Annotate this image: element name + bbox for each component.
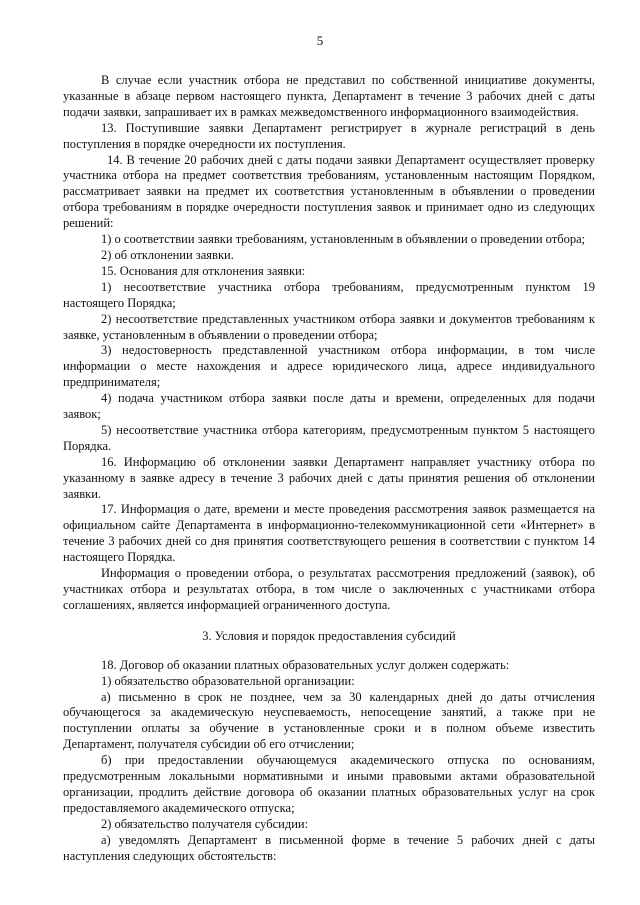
paragraph: а) уведомлять Департамент в письменной форме в течение 5 рабочих дней с даты наступления следующих обстоятельств: xyxy=(63,832,595,863)
paragraph: 4) подача участником отбора заявки после даты и времени, определенных для подачи заявок; xyxy=(63,391,595,422)
section-heading: 3. Условия и порядок предоставления субсидий xyxy=(202,628,456,643)
paragraph: 18. Договор об оказании платных образовательных услуг должен содержать: xyxy=(101,657,510,672)
paragraph: а) письменно в срок не позднее, чем за 30 календарных дней до даты отчисления обучающегося за академическую неуспеваемость, непосещение занятий, а также при не поступлении оплаты за обучение в установленные сроки и в полном объеме известить Департамент, получателя субсидии об его отчислении; xyxy=(63,689,595,752)
paragraph: 2) обязательство получателя субсидии: xyxy=(101,816,309,831)
paragraph: 16. Информацию об отклонении заявки Департамент направляет участнику отбора по указанному в заявке адресу в течение 3 рабочих дней с даты принятия решения об отклонении заявки. xyxy=(63,454,595,501)
paragraph: 17. Информация о дате, времени и месте проведения рассмотрения заявок размещается на официальном сайте Департамента в информационно-телекоммуникационной сети «Интернет» в течение 3 рабочих дней со дня принятия соответствующего решения в соответствии с пунктом 14 настоящего Порядка. xyxy=(63,502,595,565)
paragraph: 15. Основания для отклонения заявки: xyxy=(101,263,306,278)
document-body xyxy=(63,73,595,865)
paragraph: 1) обязательство образовательной организации: xyxy=(101,673,355,688)
paragraph: 2) несоответствие представленных участником отбора заявки и документов требованиям к заявке, установленным в объявлении о проведении отбора; xyxy=(63,311,595,342)
paragraph: 14. В течение 20 рабочих дней с даты подачи заявки Департамент осуществляет проверку участника отбора на предмет соответствия требованиям, установленным настоящим Порядком, рассматривает заявки на предмет их соответствия установленным в объявлении о проведении отбора требованиям в порядке очередности поступления заявок и принимает одно из следующих решений: xyxy=(63,152,595,231)
paragraph: 13. Поступившие заявки Департамент регистрирует в журнале регистраций в день поступления в порядке очередности их поступления. xyxy=(63,120,595,151)
paragraph: б) при предоставлении обучающемуся академического отпуска по основаниям, предусмотренным локальными нормативными и иными правовыми актами образовательной организации, продлить действие договора об оказании платных образовательных услуг на срок предоставляемого академического отпуска; xyxy=(63,753,595,815)
paragraph: В случае если участник отбора не представил по собственной инициативе документы, указанные в абзаце первом настоящего пункта, Департамент в течение 3 рабочих дней с даты подачи заявки, запрашивает их в рамках межведомственного информационного взаимодействия. xyxy=(63,73,595,119)
paragraph: 1) несоответствие участника отбора требованиям, предусмотренным пунктом 19 настоящего Порядка; xyxy=(63,279,595,310)
paragraph: 2) об отклонении заявки. xyxy=(101,247,234,262)
page-number: 5 xyxy=(316,33,324,48)
paragraph: 3) недостоверность представленной участником отбора информации, в том числе информации о месте нахождения и адресе юридического лица, адресе индивидуального предпринимателя; xyxy=(63,343,595,390)
paragraph: 5) несоответствие участника отбора категориям, предусмотренным пунктом 5 настоящего Порядка. xyxy=(63,422,595,453)
paragraph: Информация о проведении отбора, о результатах рассмотрения предложений (заявок), об участниках отбора и результатах отбора, в том числе о заключенных с участниками отбора соглашениях, является информацией ограниченного доступа. xyxy=(63,566,595,612)
paragraph: 1) о соответствии заявки требованиям, установленным в объявлении о проведении отбора; xyxy=(101,232,586,247)
